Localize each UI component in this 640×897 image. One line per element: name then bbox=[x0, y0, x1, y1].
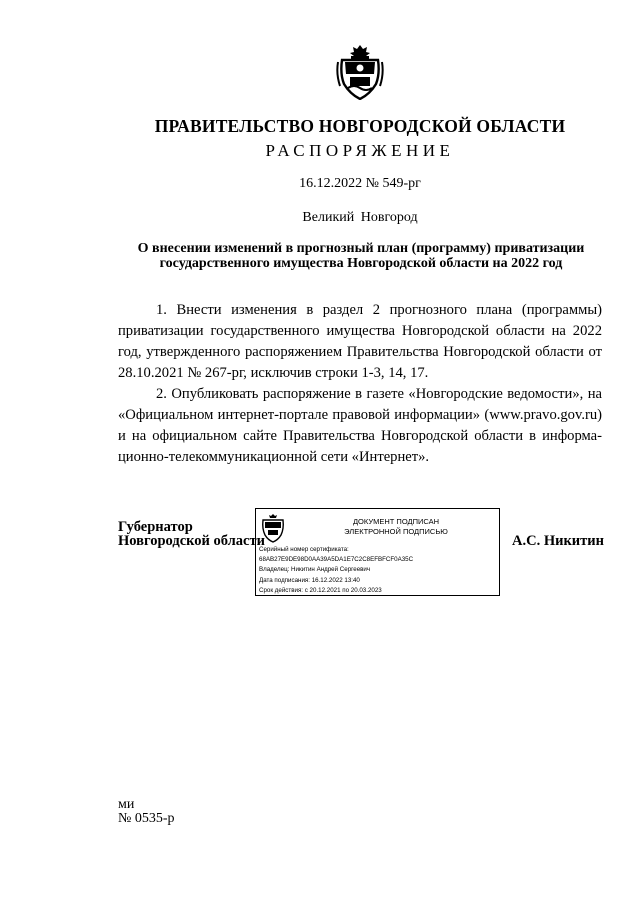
stamp-emblem-icon bbox=[260, 513, 286, 543]
document-city: Великий Новгород bbox=[302, 210, 418, 225]
subject-line-1: О внесении изменений в прогнозный план (программу) приватизации bbox=[137, 241, 585, 256]
body-paragraph-2: 2. Опубликовать распоряжение в газете «Новгородские ведомости», на «Официальном интернет-портале правовой информации» (www.pravo.gov.ru) и на официальном сайте Правительства Новгородской области в информа-ционно-телекоммуникационной сети «Интернет». bbox=[118, 386, 602, 465]
document-type: РАСПОРЯЖЕНИЕ bbox=[265, 141, 455, 160]
stamp-details bbox=[259, 545, 413, 596]
document-date-number: 16.12.2022 № 549-рг bbox=[299, 176, 421, 191]
footer-initials: ми bbox=[118, 797, 135, 812]
stamp-owner: Владелец: Никитин Андрей Сергеевич bbox=[259, 566, 371, 574]
subject-line-2: государственного имущества Новгородской области на 2022 год bbox=[159, 256, 563, 271]
stamp-title-line-2: ЭЛЕКТРОННОЙ ПОДПИСЬЮ bbox=[344, 527, 448, 536]
signer-role-line-1: Губернатор bbox=[118, 519, 193, 535]
document-footer bbox=[118, 798, 175, 826]
document-subject bbox=[118, 241, 604, 271]
government-title: ПРАВИТЕЛЬСТВО НОВГОРОДСКОЙ ОБЛАСТИ bbox=[154, 116, 566, 136]
footer-number: № 0535-р bbox=[118, 811, 175, 826]
document-body bbox=[118, 300, 602, 468]
signer-name: А.С. Никитин bbox=[512, 533, 604, 549]
stamp-signed-date: Дата подписания: 16.12.2022 13:40 bbox=[259, 576, 360, 584]
stamp-serial-label: Серийный номер сертификата: bbox=[259, 546, 349, 553]
body-paragraph-1: 1. Внести изменения в раздел 2 прогнозного плана (программы) приватизации государственного имущества Новгородской области на 2022 год, утвержденного распоряжением Правительства Новгородской области от 28.10.2021 № 267-рг, исключив строки 1-3, 14, 17. bbox=[118, 302, 602, 381]
stamp-validity: Срок действия: с 20.12.2021 по 20.03.2023 bbox=[259, 586, 382, 594]
signer-role bbox=[118, 520, 265, 548]
stamp-title-line-1: ДОКУМЕНТ ПОДПИСАН bbox=[352, 517, 440, 526]
signer-role-line-2: Новгородской области bbox=[118, 533, 265, 549]
electronic-signature-stamp bbox=[255, 508, 500, 596]
stamp-title bbox=[296, 517, 496, 537]
stamp-serial-number: 68AB27E9DE98D0AA39A5DA1E7C2C8EFBFCF0A35C bbox=[259, 556, 414, 564]
novgorod-coat-of-arms-icon bbox=[336, 44, 384, 100]
